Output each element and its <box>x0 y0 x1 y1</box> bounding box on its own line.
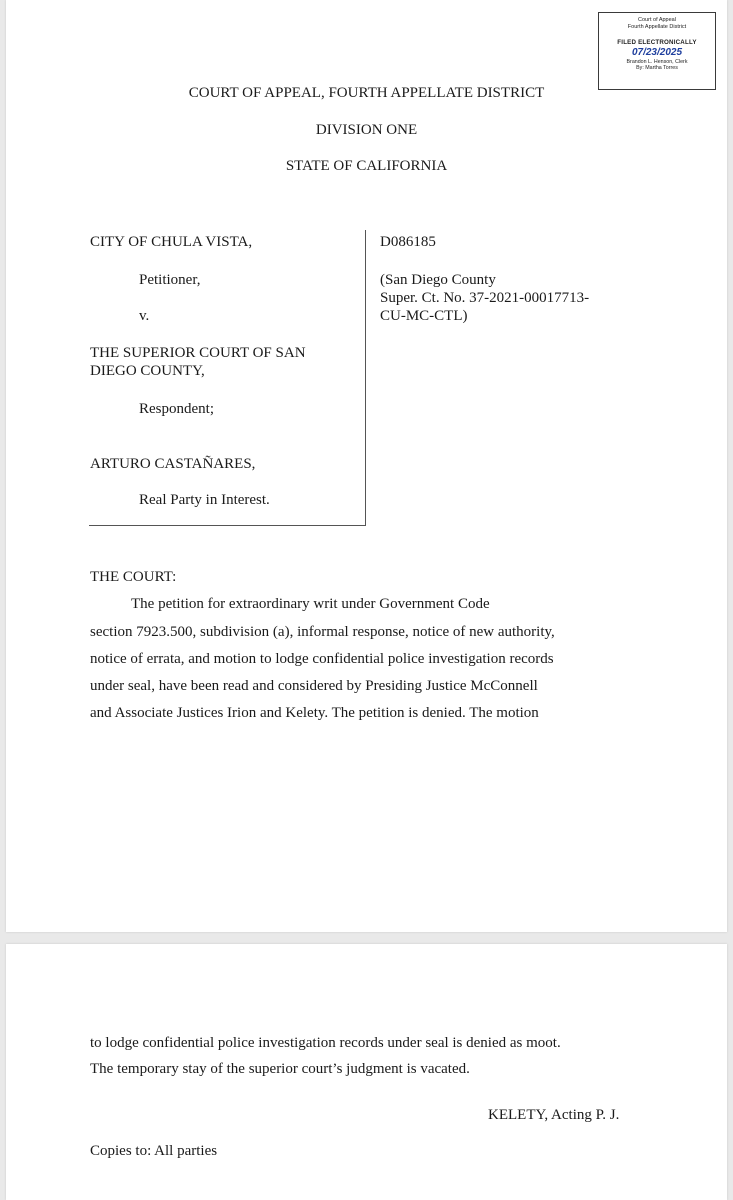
versus: v. <box>139 308 150 324</box>
caption-vertical-divider <box>365 230 366 526</box>
case-number: D086185 <box>380 234 436 250</box>
respondent-line-2: DIEGO COUNTY, <box>90 363 205 379</box>
stamp-court: Court of Appeal <box>638 17 676 23</box>
stamp-district: Fourth Appellate District <box>627 23 687 30</box>
lower-court-line-2: Super. Ct. No. 37-2021-00017713- <box>380 290 590 306</box>
stamp-filed: FILED ELECTRONICALLY <box>617 39 697 46</box>
lower-court-line-3: CU-MC-CTL) <box>380 308 468 324</box>
body-line-2: section 7923.500, subdivision (a), informal response, notice of new authority, <box>90 624 555 640</box>
caption-horizontal-divider <box>89 525 366 526</box>
filing-stamp <box>598 12 716 90</box>
document-page-2 <box>6 944 727 1200</box>
page2-line-2: The temporary stay of the superior court’s judgment is vacated. <box>90 1061 470 1077</box>
respondent-line-1: THE SUPERIOR COURT OF SAN <box>90 345 306 361</box>
stamp-by: By: Martha Torres <box>636 65 678 71</box>
court-heading: COURT OF APPEAL, FOURTH APPELLATE DISTRICT <box>188 85 545 101</box>
body-line-4: under seal, have been read and considered by Presiding Justice McConnell <box>90 678 538 694</box>
petitioner-name: CITY OF CHULA VISTA, <box>90 234 253 250</box>
petitioner-role: Petitioner, <box>139 272 201 288</box>
lower-court-line-1: (San Diego County <box>380 272 496 288</box>
body-line-5: and Associate Justices Irion and Kelety. The petition is denied. The motion <box>90 705 539 721</box>
the-court-heading: THE COURT: <box>90 569 177 585</box>
respondent-role: Respondent; <box>139 401 214 417</box>
document-page-1 <box>6 0 727 932</box>
real-party-role: Real Party in Interest. <box>139 492 270 508</box>
signature-line: KELETY, Acting P. J. <box>488 1107 620 1123</box>
body-line-3: notice of errata, and motion to lodge confidential police investigation records <box>90 651 554 667</box>
copies-line: Copies to: All parties <box>90 1143 218 1159</box>
real-party-name: ARTURO CASTAÑARES, <box>90 456 256 472</box>
body-line-1: The petition for extraordinary writ under Government Code <box>131 596 490 612</box>
division-heading: DIVISION ONE <box>315 122 418 138</box>
stamp-clerk: Brandon L. Henson, Clerk <box>626 59 688 65</box>
state-heading: STATE OF CALIFORNIA <box>285 158 448 174</box>
page2-line-1: to lodge confidential police investigation records under seal is denied as moot. <box>90 1035 561 1051</box>
stamp-date: 07/23/2025 <box>631 47 683 58</box>
